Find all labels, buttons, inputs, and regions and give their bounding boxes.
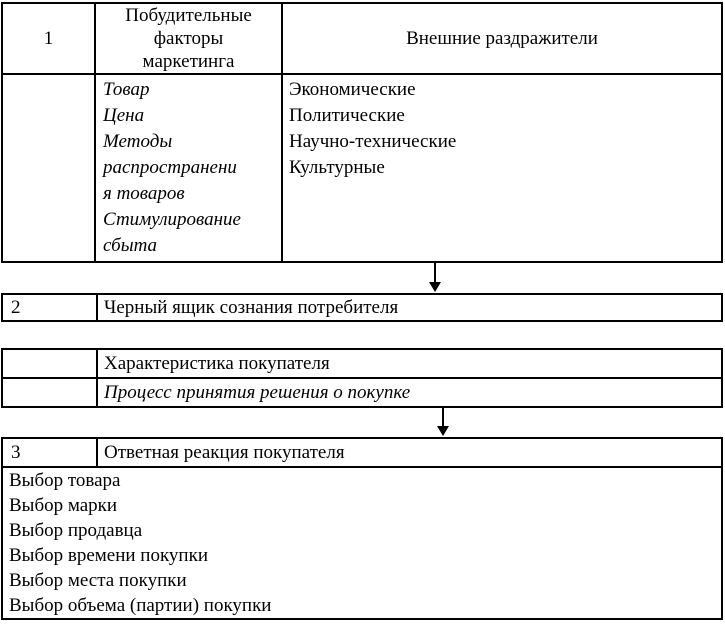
row-number-2: 2 [11, 296, 21, 318]
empty-cell [3, 379, 98, 406]
external-stimulus-item: Научно-технические [289, 131, 457, 152]
marketing-factor-line: Цена [103, 105, 145, 126]
response-item: Выбор времени покупки [9, 545, 208, 566]
down-arrow-shaft [442, 408, 444, 428]
black-box-cell [98, 295, 721, 320]
down-arrow-head [437, 426, 449, 436]
response-item: Выбор объема (партии) покупки [9, 595, 272, 616]
marketing-factors-header-line: факторы [153, 28, 224, 49]
down-arrow-head [429, 282, 441, 292]
external-stimulus-item: Политические [289, 105, 405, 126]
external-stimulus-item: Культурные [289, 157, 385, 178]
decision-process-row [3, 379, 721, 406]
external-stimuli-header: Внешние раздражители [406, 27, 598, 49]
marketing-factor-line: распространени [103, 157, 237, 178]
empty-cell [3, 350, 98, 377]
decision-process-cell [98, 379, 721, 406]
marketing-stimuli-header-row [3, 4, 721, 75]
buyer-response-header: Ответная реакция покупателя [104, 441, 345, 463]
marketing-factor-line: Стимулирование [103, 209, 241, 230]
buyer-characteristics-row [3, 350, 721, 379]
marketing-stimuli-table [1, 2, 723, 263]
response-item: Выбор места покупки [9, 570, 187, 591]
row-number-cell-1 [3, 4, 96, 73]
row-number-3: 3 [11, 441, 21, 463]
response-item: Выбор продавца [9, 520, 143, 541]
black-box-label: Черный ящик сознания потребителя [104, 296, 399, 318]
row-number-cell-2 [3, 295, 98, 320]
marketing-factors-header-line: Побудительные [125, 5, 252, 26]
marketing-factors-list-cell [96, 75, 283, 261]
buyer-characteristics-table [1, 348, 723, 408]
black-box-table [1, 293, 723, 322]
buyer-response-header-cell [98, 439, 721, 466]
buyer-response-table [1, 437, 723, 620]
marketing-factor-line: сбыта [103, 235, 158, 256]
buyer-response-header-row [3, 439, 721, 468]
down-arrow-shaft [434, 263, 436, 284]
marketing-factor-line: Методы [103, 131, 173, 152]
marketing-factors-header-cell [96, 4, 283, 73]
row-number-1: 1 [43, 27, 54, 49]
marketing-stimuli-body-row [3, 75, 721, 261]
row-number-cell-3 [3, 439, 98, 466]
buyer-response-list [3, 468, 721, 618]
marketing-factor-line: я товаров [103, 183, 185, 204]
external-stimuli-list-cell [283, 75, 721, 261]
marketing-factor-line: Товар [103, 79, 150, 100]
buyer-characteristics-cell [98, 350, 721, 377]
response-item: Выбор марки [9, 495, 118, 516]
external-stimulus-item: Экономические [289, 79, 416, 100]
decision-process-label: Процесс принятия решения о покупке [104, 381, 411, 403]
buyer-characteristics-label: Характеристика покупателя [104, 352, 330, 374]
empty-cell [3, 75, 96, 261]
external-stimuli-header-cell [283, 4, 721, 73]
marketing-factors-header-line: маркетинга [142, 51, 235, 72]
response-item: Выбор товара [9, 470, 121, 491]
